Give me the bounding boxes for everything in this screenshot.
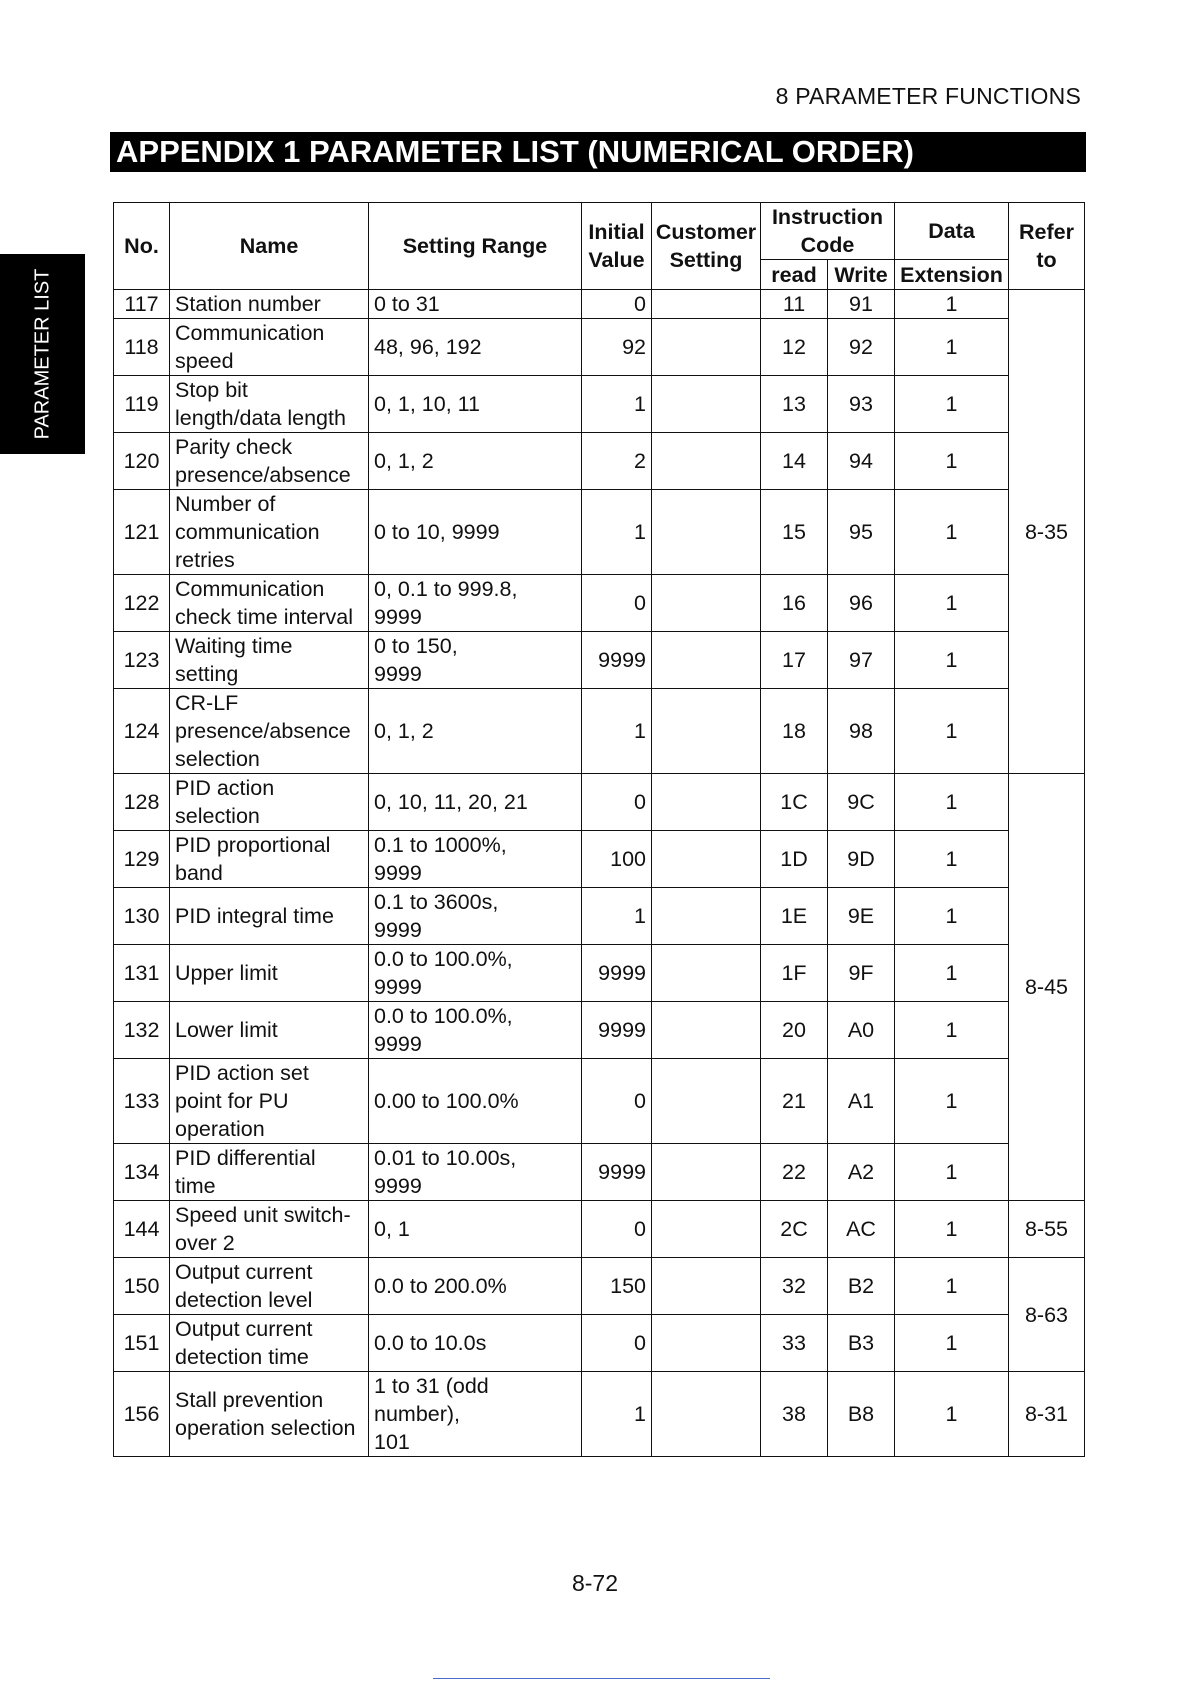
table-header — [114, 203, 1085, 290]
write-code: 9D — [828, 831, 895, 888]
initial-value: 0 — [582, 774, 652, 831]
param-name: Number of communication retries — [170, 490, 369, 575]
setting-range: 0.1 to 1000%, 9999 — [369, 831, 582, 888]
initial-value: 9999 — [582, 1144, 652, 1201]
setting-range: 0.0 to 100.0%, 9999 — [369, 945, 582, 1002]
data-extension: 1 — [895, 433, 1009, 490]
read-code: 2C — [761, 1201, 828, 1258]
refer-to: 8-63 — [1009, 1258, 1085, 1372]
customer-setting — [652, 1258, 761, 1315]
table-row — [114, 888, 1085, 945]
table-row — [114, 575, 1085, 632]
write-code: 95 — [828, 490, 895, 575]
customer-setting — [652, 376, 761, 433]
page-title: APPENDIX 1 PARAMETER LIST (NUMERICAL ORDER) — [110, 132, 1086, 172]
table-row — [114, 632, 1085, 689]
initial-value: 9999 — [582, 945, 652, 1002]
refer-to: 8-55 — [1009, 1201, 1085, 1258]
setting-range: 0, 0.1 to 999.8, 9999 — [369, 575, 582, 632]
initial-value: 1 — [582, 689, 652, 774]
section-header: 8 PARAMETER FUNCTIONS — [775, 83, 1081, 109]
param-name: Communication check time interval — [170, 575, 369, 632]
header-setting-range: Setting Range — [369, 203, 582, 290]
initial-value: 1 — [582, 490, 652, 575]
refer-to: 8-31 — [1009, 1372, 1085, 1457]
param-number: 156 — [114, 1372, 170, 1457]
param-number: 150 — [114, 1258, 170, 1315]
data-extension: 1 — [895, 319, 1009, 376]
page-number: 8-72 — [571, 1570, 619, 1596]
header-write: Write — [828, 260, 895, 290]
data-extension: 1 — [895, 1002, 1009, 1059]
read-code: 15 — [761, 490, 828, 575]
write-code: 94 — [828, 433, 895, 490]
header-no: No. — [114, 203, 170, 290]
customer-setting — [652, 1059, 761, 1144]
initial-value: 0 — [582, 575, 652, 632]
setting-range: 0, 1, 2 — [369, 433, 582, 490]
read-code: 33 — [761, 1315, 828, 1372]
table-row — [114, 376, 1085, 433]
setting-range: 0 to 10, 9999 — [369, 490, 582, 575]
setting-range: 0.01 to 10.00s, 9999 — [369, 1144, 582, 1201]
param-number: 144 — [114, 1201, 170, 1258]
initial-value: 1 — [582, 1372, 652, 1457]
read-code: 13 — [761, 376, 828, 433]
data-extension: 1 — [895, 290, 1009, 319]
param-number: 121 — [114, 490, 170, 575]
table-row — [114, 1144, 1085, 1201]
side-tab — [0, 254, 85, 454]
param-name: Output current detection time — [170, 1315, 369, 1372]
param-number: 118 — [114, 319, 170, 376]
customer-setting — [652, 831, 761, 888]
table-row — [114, 490, 1085, 575]
initial-value: 0 — [582, 1059, 652, 1144]
read-code: 18 — [761, 689, 828, 774]
write-code: A2 — [828, 1144, 895, 1201]
param-name: PID integral time — [170, 888, 369, 945]
initial-value: 9999 — [582, 1002, 652, 1059]
setting-range: 0.0 to 10.0s — [369, 1315, 582, 1372]
data-extension: 1 — [895, 490, 1009, 575]
header-customer-setting: Customer Setting — [652, 203, 761, 290]
header-data: Data — [895, 203, 1009, 260]
param-number: 133 — [114, 1059, 170, 1144]
read-code: 1C — [761, 774, 828, 831]
write-code: 93 — [828, 376, 895, 433]
table-row — [114, 945, 1085, 1002]
setting-range: 0, 1, 10, 11 — [369, 376, 582, 433]
param-name: PID action selection — [170, 774, 369, 831]
table-row — [114, 1372, 1085, 1457]
param-number: 151 — [114, 1315, 170, 1372]
read-code: 38 — [761, 1372, 828, 1457]
header-read: read — [761, 260, 828, 290]
read-code: 17 — [761, 632, 828, 689]
parameter-table — [113, 202, 1085, 1457]
data-extension: 1 — [895, 1059, 1009, 1144]
write-code: A1 — [828, 1059, 895, 1144]
customer-setting — [652, 689, 761, 774]
data-extension: 1 — [895, 774, 1009, 831]
refer-to: 8-45 — [1009, 774, 1085, 1201]
write-code: 96 — [828, 575, 895, 632]
initial-value: 1 — [582, 376, 652, 433]
initial-value: 0 — [582, 1315, 652, 1372]
param-name: PID action set point for PU operation — [170, 1059, 369, 1144]
param-number: 129 — [114, 831, 170, 888]
side-tab-label: PARAMETER LIST — [31, 268, 53, 440]
setting-range: 48, 96, 192 — [369, 319, 582, 376]
customer-setting — [652, 1002, 761, 1059]
initial-value: 92 — [582, 319, 652, 376]
param-name: Output current detection level — [170, 1258, 369, 1315]
data-extension: 1 — [895, 945, 1009, 1002]
initial-value: 9999 — [582, 632, 652, 689]
setting-range: 0 to 31 — [369, 290, 582, 319]
param-number: 132 — [114, 1002, 170, 1059]
initial-value: 1 — [582, 888, 652, 945]
param-name: PID differential time — [170, 1144, 369, 1201]
param-number: 131 — [114, 945, 170, 1002]
data-extension: 1 — [895, 1258, 1009, 1315]
table-row — [114, 1002, 1085, 1059]
header-name: Name — [170, 203, 369, 290]
write-code: B2 — [828, 1258, 895, 1315]
customer-setting — [652, 888, 761, 945]
param-number: 124 — [114, 689, 170, 774]
data-extension: 1 — [895, 376, 1009, 433]
param-name: Lower limit — [170, 1002, 369, 1059]
table-row — [114, 774, 1085, 831]
param-name: Communication speed — [170, 319, 369, 376]
data-extension: 1 — [895, 632, 1009, 689]
param-name: Speed unit switch- over 2 — [170, 1201, 369, 1258]
setting-range: 0.00 to 100.0% — [369, 1059, 582, 1144]
write-code: A0 — [828, 1002, 895, 1059]
data-extension: 1 — [895, 575, 1009, 632]
initial-value: 0 — [582, 290, 652, 319]
param-number: 120 — [114, 433, 170, 490]
read-code: 20 — [761, 1002, 828, 1059]
read-code: 14 — [761, 433, 828, 490]
write-code: 9F — [828, 945, 895, 1002]
param-number: 123 — [114, 632, 170, 689]
customer-setting — [652, 632, 761, 689]
customer-setting — [652, 575, 761, 632]
read-code: 21 — [761, 1059, 828, 1144]
table-row — [114, 1315, 1085, 1372]
setting-range: 0, 1 — [369, 1201, 582, 1258]
data-extension: 1 — [895, 1372, 1009, 1457]
refer-to: 8-35 — [1009, 290, 1085, 774]
footer-rule — [433, 1678, 770, 1679]
write-code: 92 — [828, 319, 895, 376]
customer-setting — [652, 319, 761, 376]
data-extension: 1 — [895, 888, 1009, 945]
initial-value: 150 — [582, 1258, 652, 1315]
table-body — [114, 290, 1085, 1457]
read-code: 1D — [761, 831, 828, 888]
setting-range: 0, 10, 11, 20, 21 — [369, 774, 582, 831]
customer-setting — [652, 774, 761, 831]
table-row — [114, 831, 1085, 888]
param-name: Stall prevention operation selection — [170, 1372, 369, 1457]
customer-setting — [652, 1372, 761, 1457]
initial-value: 0 — [582, 1201, 652, 1258]
write-code: 98 — [828, 689, 895, 774]
write-code: 9E — [828, 888, 895, 945]
setting-range: 1 to 31 (odd number), 101 — [369, 1372, 582, 1457]
setting-range: 0.0 to 200.0% — [369, 1258, 582, 1315]
param-number: 134 — [114, 1144, 170, 1201]
table-row — [114, 290, 1085, 319]
table-row — [114, 1258, 1085, 1315]
customer-setting — [652, 433, 761, 490]
param-name: Upper limit — [170, 945, 369, 1002]
read-code: 12 — [761, 319, 828, 376]
data-extension: 1 — [895, 1315, 1009, 1372]
write-code: B3 — [828, 1315, 895, 1372]
customer-setting — [652, 945, 761, 1002]
read-code: 16 — [761, 575, 828, 632]
customer-setting — [652, 490, 761, 575]
write-code: B8 — [828, 1372, 895, 1457]
param-number: 128 — [114, 774, 170, 831]
table-row — [114, 689, 1085, 774]
data-extension: 1 — [895, 1201, 1009, 1258]
data-extension: 1 — [895, 689, 1009, 774]
read-code: 11 — [761, 290, 828, 319]
param-name: Station number — [170, 290, 369, 319]
data-extension: 1 — [895, 1144, 1009, 1201]
setting-range: 0.0 to 100.0%, 9999 — [369, 1002, 582, 1059]
setting-range: 0.1 to 3600s, 9999 — [369, 888, 582, 945]
read-code: 1F — [761, 945, 828, 1002]
setting-range: 0, 1, 2 — [369, 689, 582, 774]
param-name: PID proportional band — [170, 831, 369, 888]
param-number: 130 — [114, 888, 170, 945]
param-number: 122 — [114, 575, 170, 632]
header-refer-to: Refer to — [1009, 203, 1085, 290]
customer-setting — [652, 290, 761, 319]
table-row — [114, 1201, 1085, 1258]
table-row — [114, 1059, 1085, 1144]
read-code: 32 — [761, 1258, 828, 1315]
write-code: AC — [828, 1201, 895, 1258]
table-row — [114, 319, 1085, 376]
initial-value: 100 — [582, 831, 652, 888]
param-name: Waiting time setting — [170, 632, 369, 689]
header-instruction-code: Instruction Code — [761, 203, 895, 260]
param-number: 117 — [114, 290, 170, 319]
param-name: Parity check presence/absence — [170, 433, 369, 490]
write-code: 97 — [828, 632, 895, 689]
param-name: CR-LF presence/absence selection — [170, 689, 369, 774]
param-number: 119 — [114, 376, 170, 433]
param-name: Stop bit length/data length — [170, 376, 369, 433]
write-code: 91 — [828, 290, 895, 319]
write-code: 9C — [828, 774, 895, 831]
initial-value: 2 — [582, 433, 652, 490]
data-extension: 1 — [895, 831, 1009, 888]
customer-setting — [652, 1201, 761, 1258]
setting-range: 0 to 150, 9999 — [369, 632, 582, 689]
read-code: 22 — [761, 1144, 828, 1201]
read-code: 1E — [761, 888, 828, 945]
customer-setting — [652, 1315, 761, 1372]
header-initial-value: Initial Value — [582, 203, 652, 290]
table-row — [114, 433, 1085, 490]
customer-setting — [652, 1144, 761, 1201]
header-extension: Extension — [895, 260, 1009, 290]
